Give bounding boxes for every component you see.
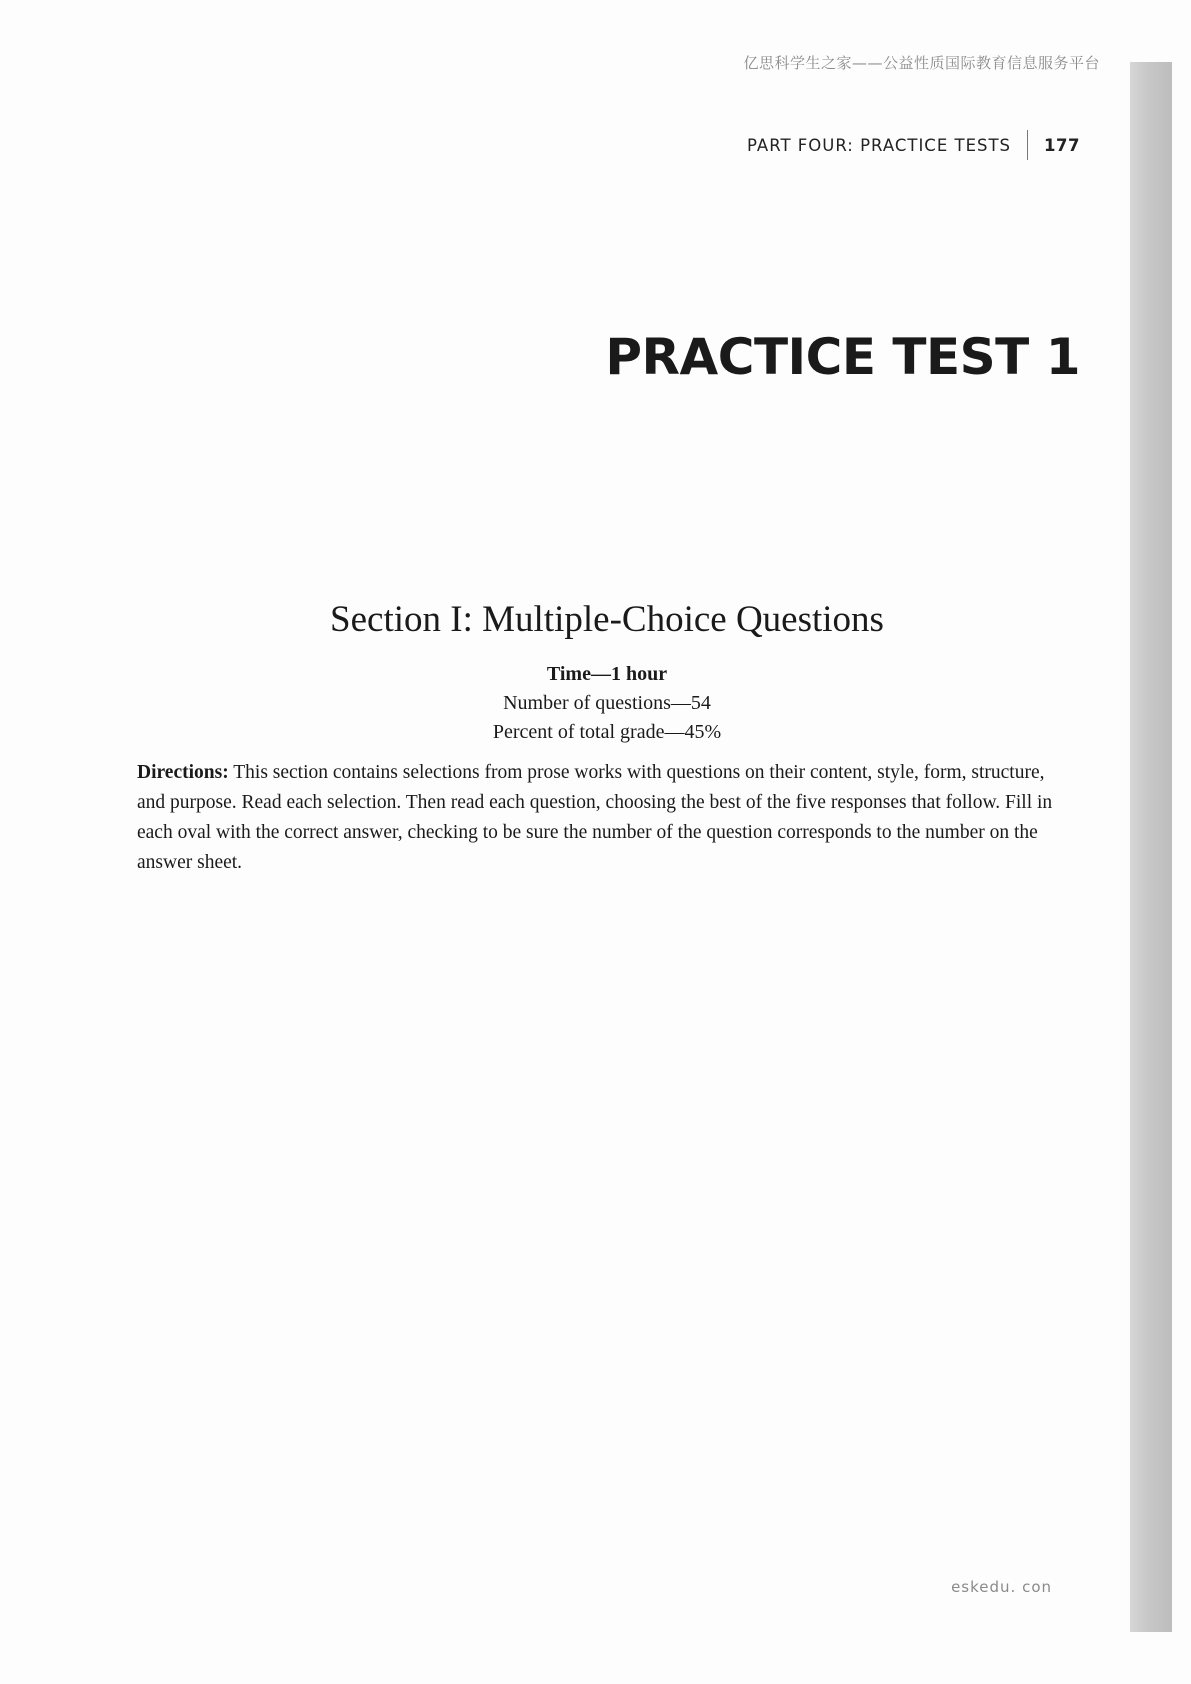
section-question-count: Number of questions—54 — [503, 692, 711, 714]
section-title: Section I: Multiple-Choice Questions — [330, 599, 884, 640]
section-meta — [137, 660, 1077, 747]
chapter-title: PRACTICE TEST 1 — [605, 328, 1080, 386]
page-number: 177 — [1044, 135, 1080, 155]
running-header-title: PART FOUR: PRACTICE TESTS — [747, 135, 1012, 155]
watermark-top: 亿思科学生之家——公益性质国际教育信息服务平台 — [743, 54, 1100, 72]
running-header — [640, 130, 1080, 160]
directions-label: Directions: — [137, 762, 229, 783]
section-percent-grade: Percent of total grade—45% — [492, 721, 722, 743]
watermark-bottom: eskedu. con — [951, 1578, 1052, 1596]
directions-text: This section contains selections from prose works with questions on their content, style, form, structure, and purpose. Read each selection. Then read each question, choosing the best of the five responses that follow. Fill in each oval with the correct answer, checking to be sure the number of the question corresponds to the number on the answer sheet. — [137, 762, 1053, 873]
section-time: Time—1 hour — [546, 663, 668, 685]
running-header-divider — [1027, 130, 1028, 160]
directions — [137, 758, 1067, 878]
scan-edge — [1130, 62, 1172, 1632]
